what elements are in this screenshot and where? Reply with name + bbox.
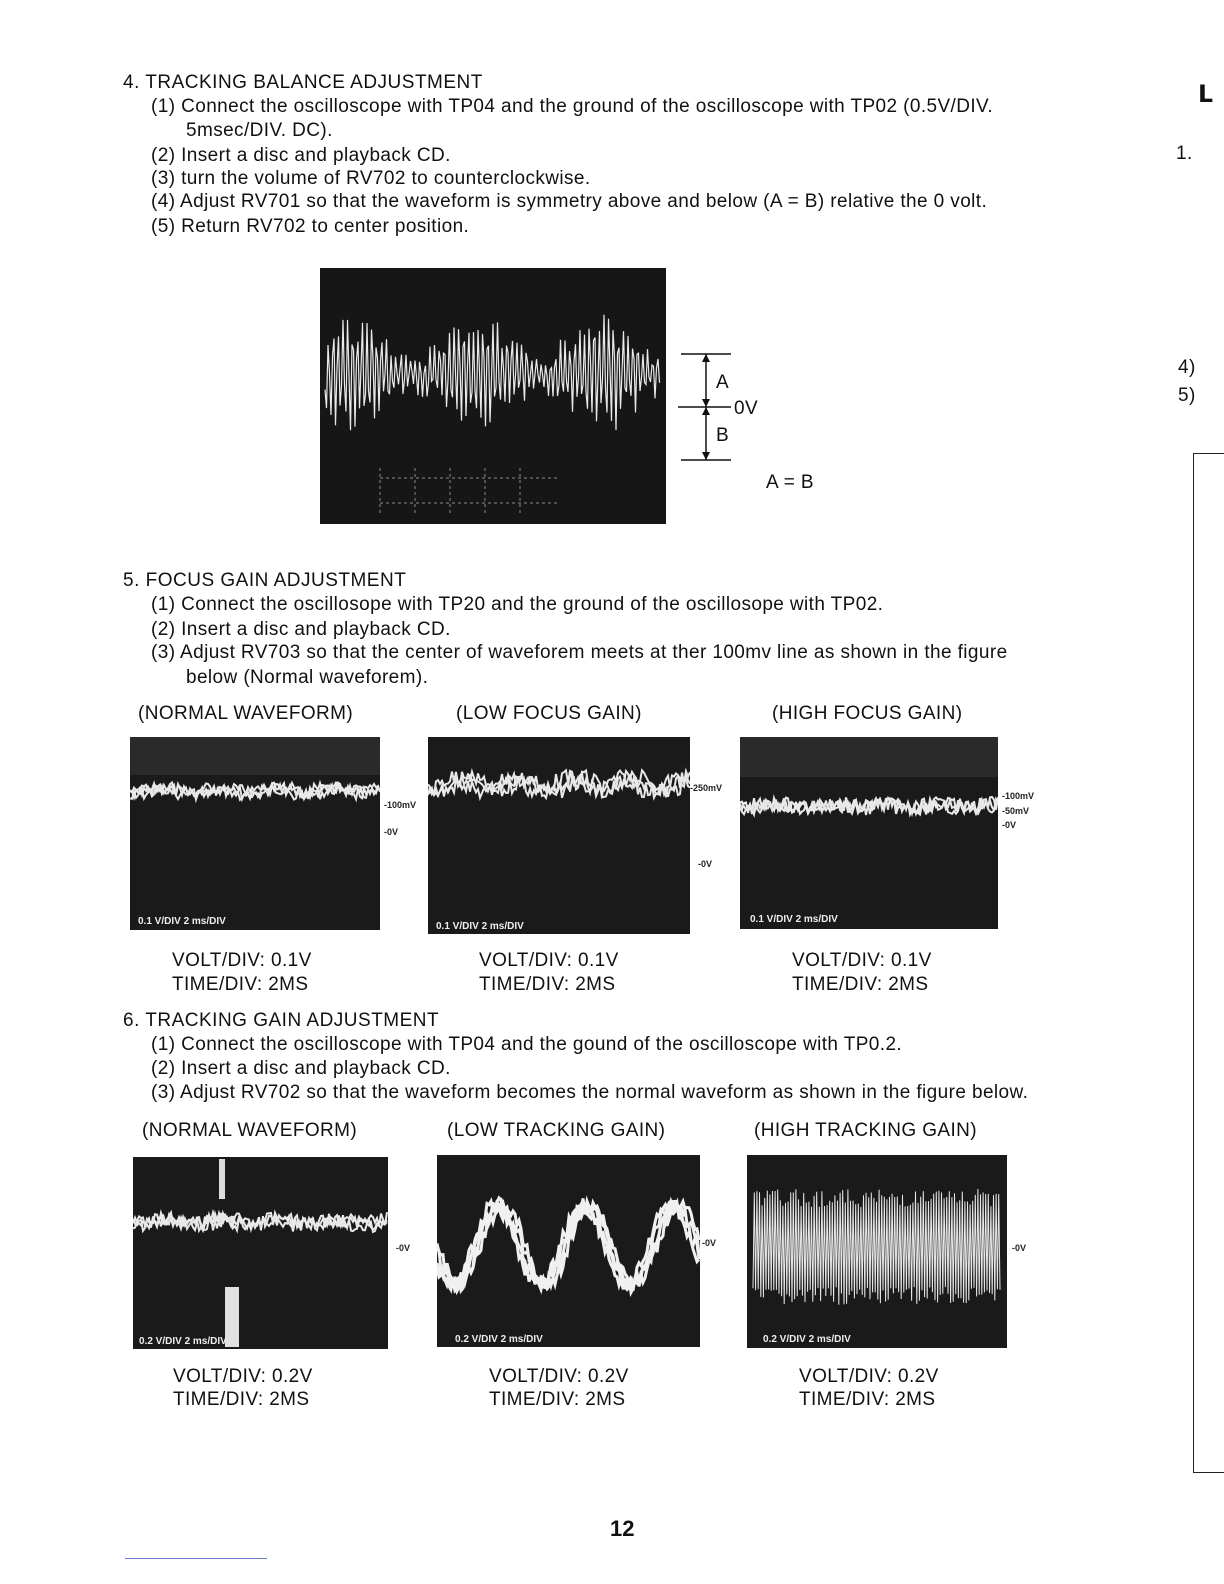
- tracking-high-mark-0v: -0V: [1012, 1243, 1027, 1253]
- page-number: 12: [610, 1516, 635, 1541]
- focus-low-mark-250mv: -250mV: [690, 783, 723, 793]
- focus-low-volt: VOLT/DIV: 0.1V: [479, 950, 619, 971]
- tracking-high-time: TIME/DIV: 2MS: [799, 1389, 936, 1410]
- tracking-low-volt: VOLT/DIV: 0.2V: [489, 1366, 629, 1387]
- tracking-high-scope: [747, 1155, 1007, 1348]
- label-a: A: [716, 372, 730, 393]
- section6-step-3: (3) Adjust RV702 so that the waveform becomes the normal waveform as shown in the figure below.: [151, 1082, 1029, 1103]
- tracking-high-volt: VOLT/DIV: 0.2V: [799, 1366, 939, 1387]
- tracking-normal-trace: [133, 1212, 387, 1232]
- section6-step-1: (1) Connect the oscilloscope with TP04 and the gound of the oscilloscope with TP0.2.: [151, 1034, 903, 1055]
- focus-low-scale: 0.1 V/DIV 2 ms/DIV: [436, 921, 524, 932]
- tracking-low-trace: [437, 1198, 699, 1292]
- focus-normal-title: (NORMAL WAVEFORM): [138, 703, 354, 724]
- focus-normal-mark-0v: -0V: [384, 827, 399, 837]
- focus-normal-scale: 0.1 V/DIV 2 ms/DIV: [138, 916, 226, 927]
- section5-step-3: (3) Adjust RV703 so that the center of waveforem meets at ther 100mv line as shown in the figure: [151, 642, 1008, 663]
- tracking-normal-time: TIME/DIV: 2MS: [173, 1389, 310, 1410]
- focus-high-trace: [740, 797, 998, 815]
- section4-step-1: (1) Connect the oscilloscope with TP04 and the ground of the oscilloscope with TP02 (0.5V/DIV.: [151, 96, 994, 117]
- tracking-normal-scope: [133, 1157, 388, 1349]
- next-page-fragment-4: 4): [1178, 357, 1196, 378]
- section4-step-5: (5) Return RV702 to center position.: [151, 216, 470, 237]
- focus-normal-volt: VOLT/DIV: 0.1V: [172, 950, 312, 971]
- focus-high-time: TIME/DIV: 2MS: [792, 974, 929, 995]
- tracking-normal-mark-0v: -0V: [396, 1243, 411, 1253]
- section6-step-2: (2) Insert a disc and playback CD.: [151, 1058, 451, 1079]
- tracking-high-trace: [753, 1189, 1000, 1305]
- focus-high-scale: 0.1 V/DIV 2 ms/DIV: [750, 914, 838, 925]
- next-page-fragment-1: 1.: [1176, 143, 1193, 164]
- tracking-high-title: (HIGH TRACKING GAIN): [754, 1120, 977, 1141]
- tracking-low-scope: [437, 1155, 700, 1347]
- section5-step-3-cont: below (Normal waveforem).: [186, 667, 429, 688]
- focus-high-volt: VOLT/DIV: 0.1V: [792, 950, 932, 971]
- tracking-low-time: TIME/DIV: 2MS: [489, 1389, 626, 1410]
- section4-step-1-cont: 5msec/DIV. DC).: [186, 120, 333, 141]
- next-page-edge-heading: ᒪ: [1198, 81, 1214, 108]
- tracking-low-scale: 0.2 V/DIV 2 ms/DIV: [455, 1334, 543, 1345]
- focus-high-mark-100mv: -100mV: [1002, 791, 1035, 801]
- focus-high-mark-50mv: -50mV: [1002, 806, 1030, 816]
- focus-low-trace: [428, 770, 690, 798]
- bottom-rule: [125, 1558, 267, 1559]
- a-equals-b: A = B: [766, 472, 814, 493]
- tracking-balance-waveform: [320, 268, 666, 524]
- section4-step-3: (3) turn the volume of RV702 to counterclockwise.: [151, 168, 591, 189]
- next-page-fragment-5: 5): [1178, 385, 1196, 406]
- focus-low-mark-0v: -0V: [698, 859, 713, 869]
- section5-step-1: (1) Connect the oscillosope with TP20 and the ground of the oscillosope with TP02.: [151, 594, 884, 615]
- focus-normal-trace: [130, 783, 380, 800]
- tracking-normal-title: (NORMAL WAVEFORM): [142, 1120, 358, 1141]
- focus-low-title: (LOW FOCUS GAIN): [456, 703, 642, 724]
- section5-step-2: (2) Insert a disc and playback CD.: [151, 619, 451, 640]
- label-0v: 0V: [734, 398, 759, 419]
- section4-step-4: (4) Adjust RV701 so that the waveform is symmetry above and below (A = B) relative the 0 volt.: [151, 191, 988, 212]
- focus-low-time: TIME/DIV: 2MS: [479, 974, 616, 995]
- tracking-balance-scope-image: [320, 268, 666, 524]
- tracking-low-mark-0v: -0V: [702, 1238, 717, 1248]
- focus-normal-scope: [130, 737, 380, 930]
- focus-normal-time: TIME/DIV: 2MS: [172, 974, 309, 995]
- focus-high-title: (HIGH FOCUS GAIN): [772, 703, 963, 724]
- tracking-normal-scale: 0.2 V/DIV 2 ms/DIV: [139, 1336, 227, 1347]
- tracking-normal-volt: VOLT/DIV: 0.2V: [173, 1366, 313, 1387]
- focus-normal-mark-100mv: -100mV: [384, 800, 417, 810]
- section6-heading: 6. TRACKING GAIN ADJUSTMENT: [123, 1010, 440, 1031]
- section4-step-2: (2) Insert a disc and playback CD.: [151, 145, 451, 166]
- focus-low-scope: [428, 737, 690, 934]
- section5-heading: 5. FOCUS GAIN ADJUSTMENT: [123, 570, 407, 591]
- tracking-low-title: (LOW TRACKING GAIN): [447, 1120, 666, 1141]
- focus-high-scope: [740, 737, 998, 929]
- section4-heading: 4. TRACKING BALANCE ADJUSTMENT: [123, 72, 483, 93]
- tracking-high-scale: 0.2 V/DIV 2 ms/DIV: [763, 1334, 851, 1345]
- focus-high-mark-0v: -0V: [1002, 820, 1017, 830]
- label-b: B: [716, 425, 730, 446]
- next-page-box-edge: [1193, 453, 1224, 1473]
